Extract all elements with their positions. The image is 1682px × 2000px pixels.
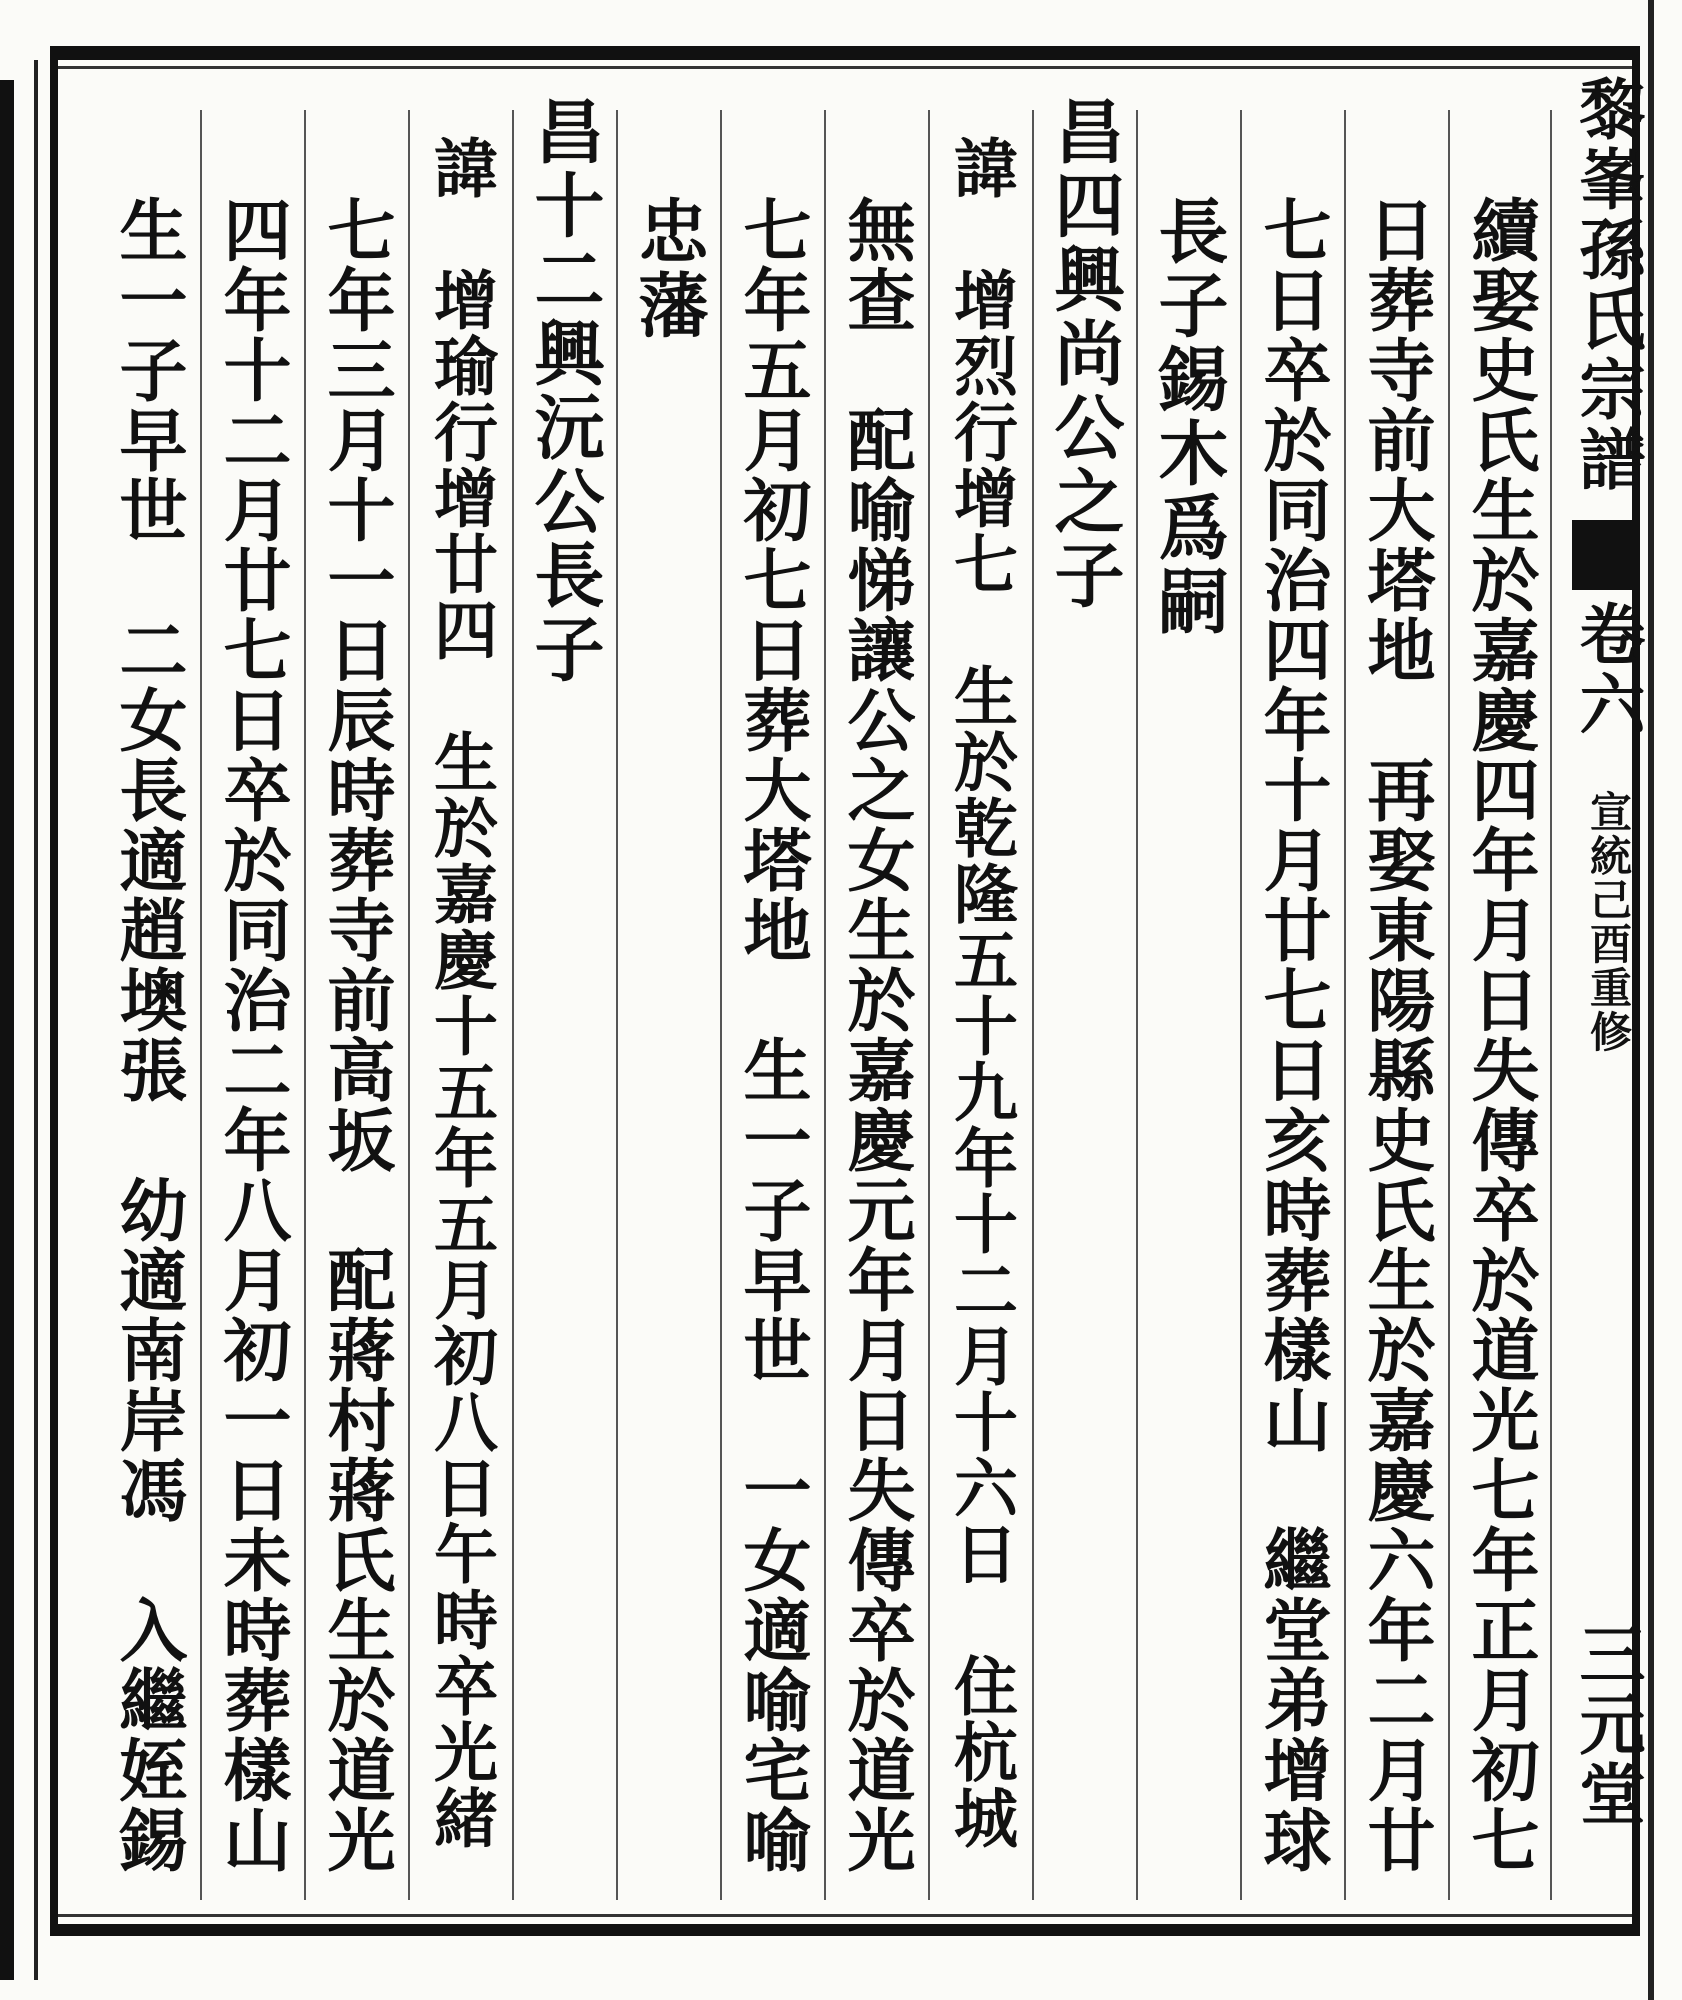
adjacent-page-edge	[0, 80, 14, 1980]
column-rule	[1550, 110, 1552, 1900]
frame-left-border	[50, 60, 58, 1935]
text-column-1: 續娶史氏生於嘉慶四年月日失傳卒於道光七年正月初七	[1460, 195, 1540, 1875]
book-title: 黎峯孫氏宗譜	[1568, 75, 1646, 495]
hall-name: 三元堂	[1568, 1620, 1646, 1830]
text-column-14: 生一子早世 二女長適趙墺張 幼適南岸馮 入繼姪錫	[108, 195, 188, 1875]
frame-bottom-inner-rule	[50, 1914, 1640, 1917]
frame-top-inner-rule	[50, 66, 1640, 69]
text-column-12: 七年三月十一日辰時葬寺前高坂 配蔣村蔣氏生於道光	[316, 195, 396, 1875]
volume-label: 卷六	[1568, 600, 1646, 740]
text-column-3: 七日卒於同治四年十月廿七日亥時葬樣山 繼堂弟增球	[1252, 195, 1332, 1875]
adjacent-page-rule	[34, 60, 38, 1980]
text-column-13: 四年十二月廿七日卒於同治二年八月初一日未時葬樣山	[212, 195, 292, 1875]
text-column-2: 日葬寺前大塔地 再娶東陽縣史氏生於嘉慶六年二月廿	[1356, 195, 1436, 1875]
text-column-4: 長子錫木爲嗣	[1147, 195, 1230, 639]
edition-note: 宣統己酉重修	[1584, 790, 1633, 1054]
fish-tail-mark	[1572, 520, 1636, 590]
text-column-11: 諱 增瑜行增廿四 生於嘉慶十五年五月初八日午時卒光緒	[423, 135, 498, 1851]
text-column-10: 昌十二興沅公長子	[523, 95, 606, 687]
frame-bottom-border	[50, 1924, 1640, 1936]
text-column-5: 昌四興尚公之子	[1043, 95, 1126, 613]
column-rule	[616, 110, 618, 1900]
text-column-9: 忠藩	[627, 195, 710, 343]
text-column-8: 七年五月初七日葬大塔地 生一子早世 一女適喻宅喻	[732, 195, 812, 1875]
frame-top-border	[50, 46, 1640, 60]
text-column-7: 無查 配喻悌讓公之女生於嘉慶元年月日失傳卒於道光	[836, 195, 916, 1875]
text-column-6: 諱 增烈行增七 生於乾隆五十九年十二月十六日 住杭城	[943, 135, 1018, 1851]
